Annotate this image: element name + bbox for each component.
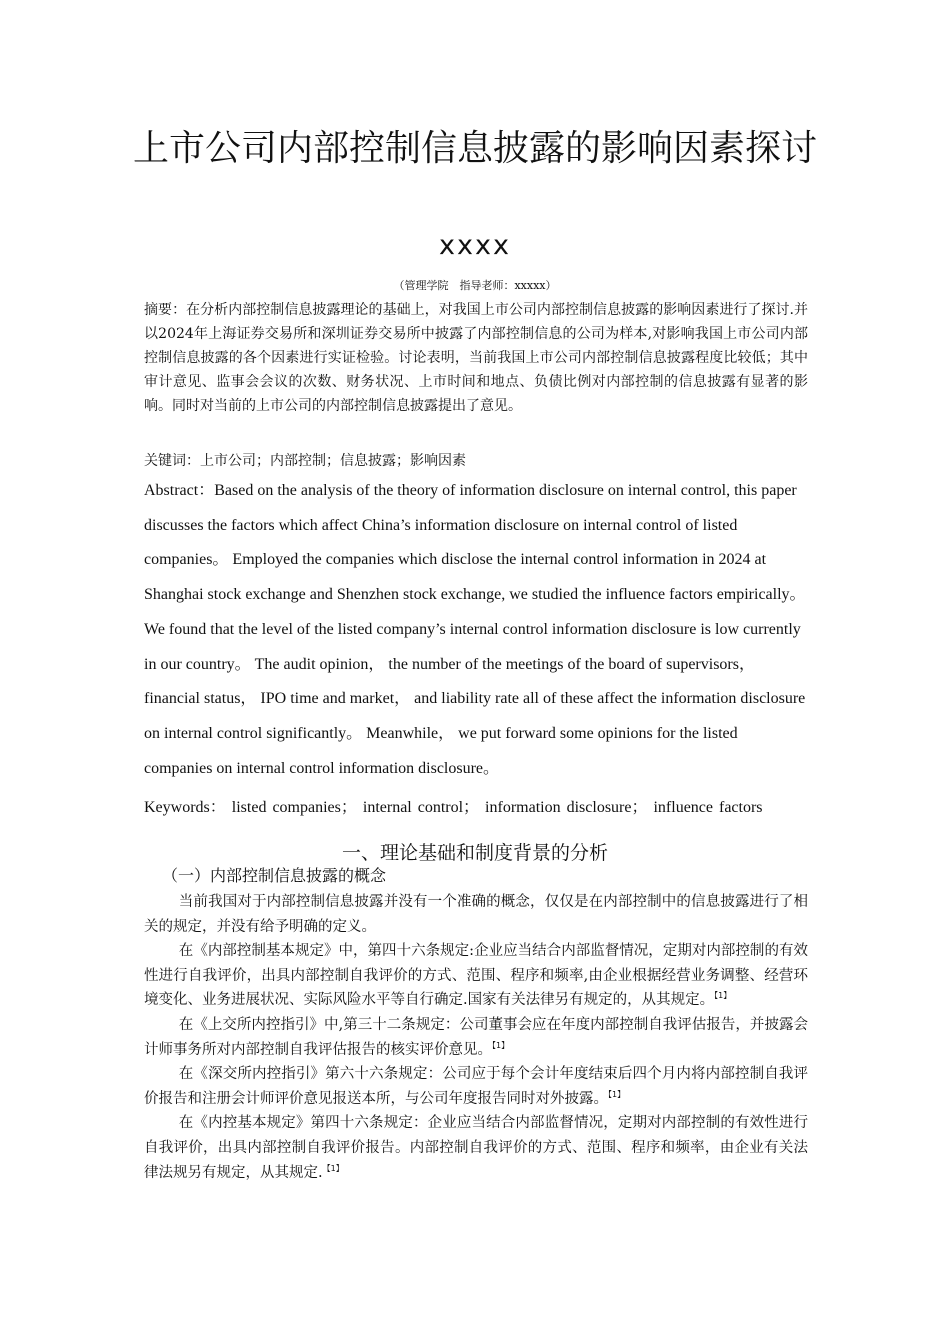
abstract-label-cn: 摘要：	[144, 302, 187, 318]
paragraph: 在《上交所内控指引》中,第三十二条规定：公司董事会应在年度内部控制自我评估报告，并披露会计师事务所对内部控制自我评估报告的核实评价意见。$^{【1】}$	[144, 1016, 808, 1058]
paper-title: 上市公司内部控制信息披露的影响因素探讨	[132, 128, 817, 169]
section-heading: 一、理论基础和制度背景的分析	[341, 842, 608, 864]
abstract-text-en: Based on the analysis of the theory of information disclosure on internal control, this paper discusses the factors which affect China’s information disclosure on internal control of listed companies。 Employed the companies which disclose the internal control information in 2024 at Shanghai stock exchange and Shenzhen stock exchange, we studied the influence factors empirically。 We found that the level of the listed company’s internal control information disclosure is low currently in our country。 The audit opinion， the number of the meetings of the board of supervisors， financial status， IPO time and market， and liability rate all of these affect the information disclosure on internal control significantly。 Meanwhile， we put forward some opinions for the listed companies on internal control information disclosure。	[144, 482, 806, 777]
paragraph: 在《内控基本规定》第四十六条规定：企业应当结合内部监督情况，定期对内部控制的有效性进行自我评价，出具内部控制自我评价报告。内部控制自我评价的方式、范围、程序和频率，由企业有关法律法规另有规定，从其规定.$^{【1】}$	[144, 1115, 808, 1181]
paragraph: 当前我国对于内部控制信息披露并没有一个准确的概念，仅仅是在内部控制中的信息披露进行了相关的规定，并没有给予明确的定义。	[144, 894, 808, 935]
chinese-keywords	[144, 449, 808, 473]
keywords-label-cn: 关键词：	[144, 453, 200, 469]
paragraph: 在《深交所内控指引》第六十六条规定：公司应于每个会计年度结束后四个月内将内部控制自我评价报告和注册会计师评价意见报送本所，与公司年度报告同时对外披露。$^{【1】}$	[144, 1066, 808, 1107]
citation-mark: 【1】	[322, 1163, 344, 1173]
english-keywords	[144, 796, 808, 820]
subsection-heading: （一）内部控制信息披露的概念	[162, 866, 387, 885]
keywords-text-cn: 上市公司；内部控制；信息披露；影响因素	[200, 453, 466, 469]
abstract-label-en: Abstract：	[144, 482, 215, 499]
paragraph: 在《内部控制基本规定》中，第四十六条规定:企业应当结合内部监督情况，定期对内部控制的有效性进行自我评价，出具内部控制自我评价的方式、范围、程序和频率,由企业根据经营业务调整、经营环境变化、业务进展状况、实际风险水平等自行确定.国家有关法律另有规定的，从其规定。$^{【1】}$	[144, 943, 808, 1009]
english-abstract	[144, 474, 808, 786]
keywords-text-en: listed companies； internal control； information disclosure； influence factors	[231, 799, 763, 816]
keywords-label-en: Keywords：	[144, 799, 232, 816]
citation-mark: 【1】	[714, 991, 732, 1001]
citation-mark: 【1】	[492, 1040, 510, 1050]
citation-mark: 【1】	[608, 1089, 626, 1099]
section-body	[144, 890, 808, 1185]
abstract-text-cn: 在分析内部控制信息披露理论的基础上，对我国上市公司内部控制信息披露的影响因素进行了探讨.并以2024年上海证券交易所和深圳证券交易所中披露了内部控制信息的公司为样本,对影响我国上市公司内部控制信息披露的各个因素进行实证检验。讨论表明，当前我国上市公司内部控制信息披露程度比较低；其中审计意见、监事会会议的次数、财务状况、上市时间和地点、负债比例对内部控制的信息披露有显著的影响。同时对当前的上市公司的内部控制信息披露提出了意见。	[144, 302, 809, 414]
author-name: xxxx	[439, 230, 511, 261]
affiliation: （管理学院 指导老师：xxxxx）	[393, 279, 557, 292]
chinese-abstract	[144, 298, 808, 418]
